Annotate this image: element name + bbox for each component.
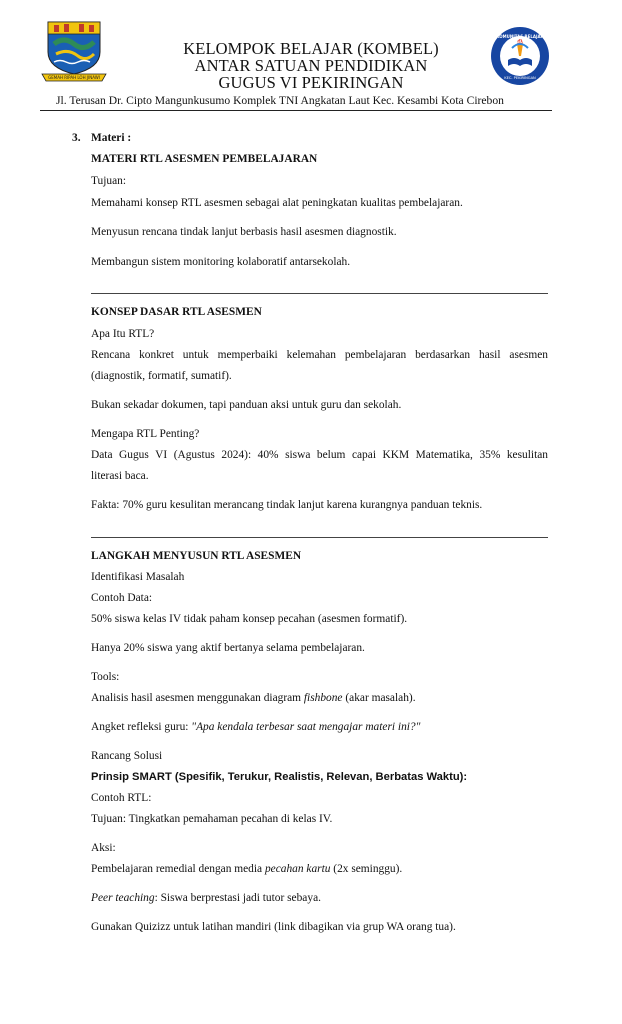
- konsep-definition-line-1: Rencana konkret untuk memperbaiki kelemahan pembelajaran berdasarkan hasil asesmen: [91, 349, 548, 361]
- section-label: Materi :: [91, 132, 132, 144]
- section-title: MATERI RTL ASESMEN PEMBELAJARAN: [91, 153, 318, 165]
- konsep-question-1: Apa Itu RTL?: [91, 328, 155, 340]
- kombel-logo-text: KOMUNITAS BELAJAR GUGUS 6: [496, 34, 544, 44]
- goal-item: Memahami konsep RTL asesmen sebagai alat peningkatan kualitas pembelajaran.: [91, 197, 463, 209]
- kombel-logo-subtext: KEC. PEKIRINGAN: [504, 76, 536, 80]
- goal-item: Menyusun rencana tindak lanjut berbasis hasil asesmen diagnostik.: [91, 226, 397, 238]
- langkah-action-3: Gunakan Quizizz untuk latihan mandiri (link dibagikan via grup WA orang tua).: [91, 921, 456, 933]
- langkah-action-2: Peer teaching: Siswa berprestasi jadi tutor sebaya.: [91, 892, 321, 904]
- langkah-title: LANGKAH MENYUSUN RTL ASESMEN: [91, 550, 302, 562]
- langkah-tool-2: Angket refleksi guru: "Apa kendala terbesar saat mengajar materi ini?": [91, 721, 421, 733]
- header-line-1: KELOMPOK BELAJAR (KOMBEL): [183, 39, 439, 58]
- langkah-example-2: Hanya 20% siswa yang aktif bertanya selama pembelajaran.: [91, 642, 365, 654]
- langkah-goal: Tujuan: Tingkatkan pemahaman pecahan di kelas IV.: [91, 813, 333, 825]
- langkah-smart: Prinsip SMART (Spesifik, Terukur, Realistis, Relevan, Berbatas Waktu):: [91, 771, 468, 783]
- konsep-definition-line-2: (diagnostik, formatif, sumatif).: [91, 370, 232, 382]
- header-address: Jl. Terusan Dr. Cipto Mangunkusumo Komplek TNI Angkatan Laut Kec. Kesambi Kota Cirebon: [56, 94, 504, 107]
- konsep-fact: Fakta: 70% guru kesulitan merancang tindak lanjut karena kurangnya panduan teknis.: [91, 499, 483, 511]
- langkah-tools-label: Tools:: [91, 671, 120, 683]
- konsep-not-document: Bukan sekadar dokumen, tapi panduan aksi untuk guru dan sekolah.: [91, 399, 402, 411]
- section-divider: [91, 537, 548, 538]
- header-line-3: GUGUS VI PEKIRINGAN: [218, 73, 404, 92]
- goals-label: Tujuan:: [91, 175, 127, 187]
- section-number: 3.: [72, 132, 81, 144]
- konsep-data-line-1: Data Gugus VI (Agustus 2024): 40% siswa belum capai KKM Matematika, 35% kesulitan: [91, 449, 548, 461]
- langkah-rtl-label: Contoh RTL:: [91, 792, 152, 804]
- konsep-question-2: Mengapa RTL Penting?: [91, 428, 200, 440]
- konsep-data-line-2: literasi baca.: [91, 470, 149, 482]
- header-line-2: ANTAR SATUAN PENDIDIKAN: [194, 56, 428, 75]
- goal-item: Membangun sistem monitoring kolaboratif antarsekolah.: [91, 256, 351, 268]
- langkah-tool-1: Analisis hasil asesmen menggunakan diagram fishbone (akar masalah).: [91, 692, 416, 704]
- langkah-identify: Identifikasi Masalah: [91, 571, 185, 583]
- langkah-action-1: Pembelajaran remedial dengan media pecahan kartu (2x seminggu).: [91, 863, 403, 875]
- langkah-action-label: Aksi:: [91, 842, 116, 854]
- city-crest-motto: GEMAH RIPAH LOH JINAWI: [48, 75, 100, 80]
- header-divider: [40, 110, 552, 111]
- konsep-title: KONSEP DASAR RTL ASESMEN: [91, 306, 262, 318]
- langkah-design: Rancang Solusi: [91, 750, 163, 762]
- section-divider: [91, 293, 548, 294]
- langkah-example-1: 50% siswa kelas IV tidak paham konsep pecahan (asesmen formatif).: [91, 613, 408, 625]
- langkah-example-label: Contoh Data:: [91, 592, 153, 604]
- letterhead: [0, 0, 622, 112]
